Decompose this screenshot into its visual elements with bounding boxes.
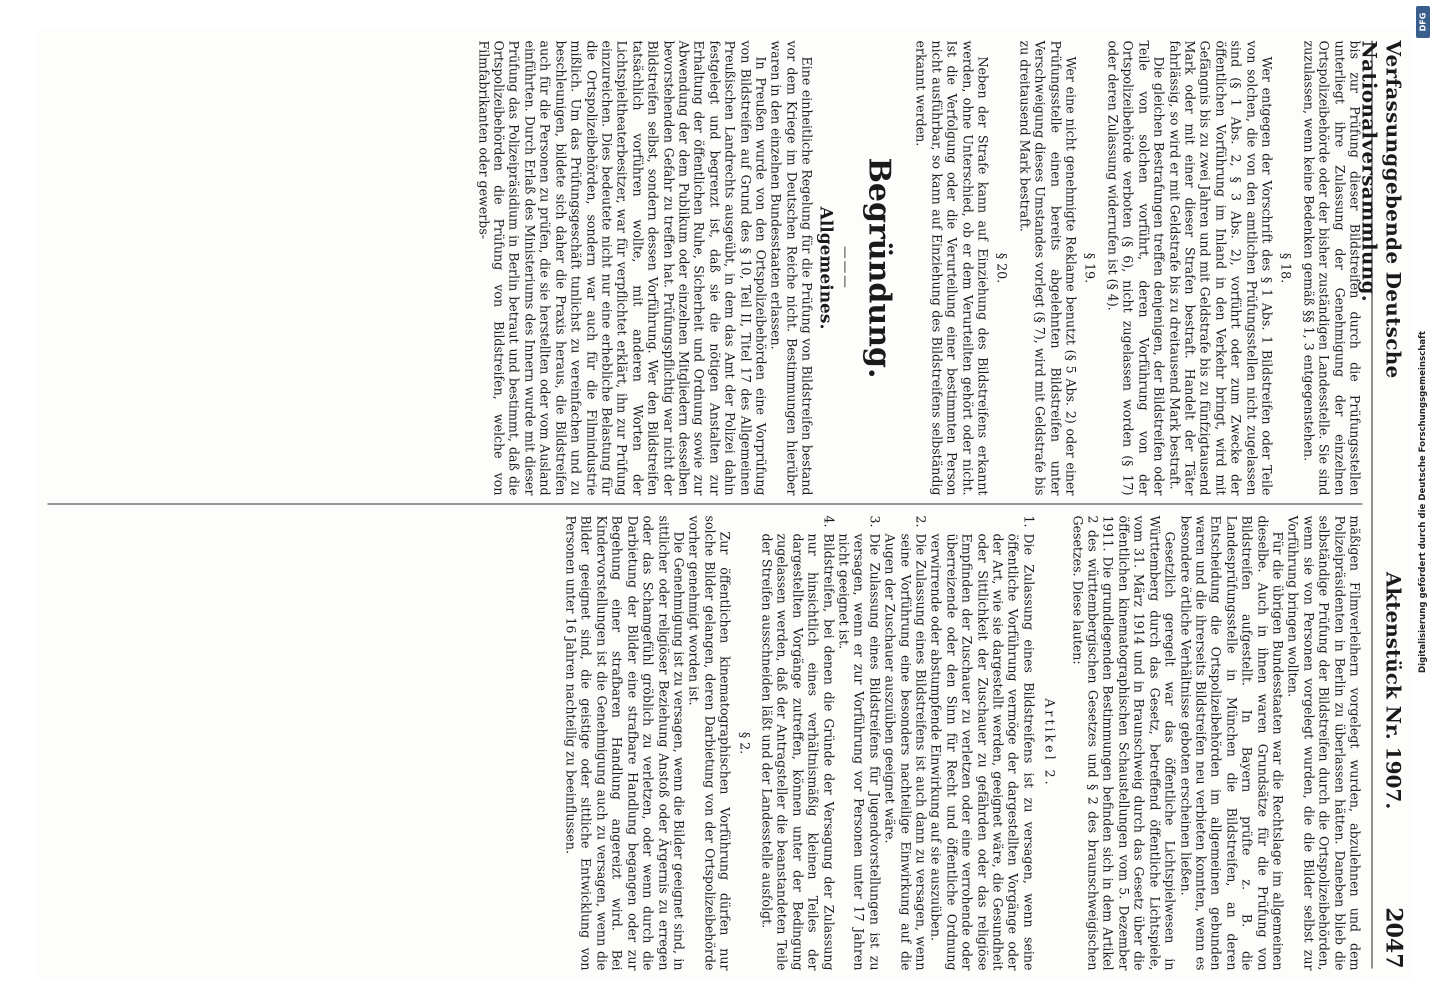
paragraph: Die Genehmigung ist zu versagen, wenn die Bilder geeignet sind, in sittlicher oder religiöser Beziehung Anstoß oder Ärgernis zu erregen oder das Schamgefühl gröblich zu verletzen, oder wenn durch die Darbietung der Bilder eine strafbare Handlung begangen oder zur Begehung einer strafbaren Handlung angereizt wird. Bei Kindervorstellungen ist die Genehmigung auch zu versagen, wenn die Bilder geeignet sind, die geistige oder sittliche Entwicklung von Personen unter 16 Jahren nachteilig zu beeinflussen.: [563, 515, 687, 971]
section-heading-20: § 20.: [994, 252, 1010, 284]
list-number: 4.: [821, 515, 837, 528]
paragraph: Wer eine nicht genehmigte Reklame benutzt (§ 5 Abs. 2) oder einer Prüfungsstelle einen bereits abgelehnten Bildstreifen unter Verschweigung dieses Umstandes vorlegt (§ 7), wird mit Geldstrafe bis zu dreitausend Mark bestraft.: [1017, 40, 1079, 496]
digitization-note-text: Digitalisierung gefördert durch die Deutsche Forschungsgemeinschaft: [1418, 331, 1428, 673]
section-heading-19: § 19.: [1083, 252, 1098, 284]
scanned-page: [38, 30, 1413, 980]
rotated-page: [38, 31, 1413, 981]
paragraph: bis zur Prüfung dieser Bildstreifen durch die Prüfungsstellen unterliegt ihre Zulassung der Genehmigung der einzelnen Ortspolizeibehörde oder der bisher zuständigen Landesstelle. Sie sind zuzulassen, wenn keine Bedenken gemäß §§ 1, 3 entgegenstehen.: [1301, 40, 1363, 496]
left-column: [48, 41, 1363, 496]
paragraph: Für die übrigen Bundesstaaten war die Rechtslage im allgemeinen dieselbe. Auch in ihnen waren Grundsätze für die Prüfung von Bildstreifen aufgestellt. In Bayern prüfte z. B. die Landesprüfungsstelle in München die Bildstreifen, an deren Entscheidung die Ortspolizeibehörden im allgemeinen gebunden waren und die ihrerseits Bildstreifen neu verbieten konnten, wenn es besondere örtliche Verhältnisse geboten erscheinen ließen.: [1178, 515, 1286, 971]
list-number: 1.: [1021, 515, 1037, 528]
subheading: Allgemeines.: [815, 206, 836, 330]
header-title: Verfassunggebende Deutsche Nationalversammlung.: [1357, 40, 1406, 379]
paragraph: Die gleichen Bestrafungen treffen denjenigen, der Bildstreifen oder Teile von solchen vorführt, deren Vorführung von der Ortspolizeibehörde verboten (§ 6), nicht zugelassen worden (§ 17) oder deren Zulassung widerrufen ist (§ 4).: [1105, 40, 1167, 496]
digitization-note: [1416, 42, 1430, 962]
paragraph: Neben der Strafe kann auf Einziehung des Bildstreifens erkannt werden, ohne Unterschied, ob er dem Verurteilten gehört oder nicht. Ist die Verfolgung oder die Verurteilung einer bestimmten Person nicht ausführbar, so kann auf Einziehung des Bildstreifens selbständig erkannt werden.: [913, 40, 991, 496]
section-heading-2: § 2.: [737, 731, 753, 755]
right-column: [48, 516, 1363, 971]
list-number: 2.: [913, 515, 929, 528]
list-item-text: Die Zulassung eines Bildstreifens ist auch dann zu versagen, wenn seine Vorführung eine besonders nachteilige Einwirkung auf die Augen der Zuschauer auszuüben geeignet wäre.: [882, 533, 929, 971]
section-heading-18: § 18.: [1278, 252, 1294, 284]
paragraph: Zur öffentlichen kinematographischen Vorführung dürfen nur solche Bilder gelangen, deren Darbietung von der Ortspolizeibehörde vorher genehmigt worden ist.: [686, 515, 733, 971]
list-number: 3.: [867, 515, 883, 528]
paragraph: Gesetzlich geregelt war das öffentliche Lichtspielwesen in Württemberg durch das Gesetz, betreffend öffentliche Lichtspiele, vom 31. März 1914 und in Braunschweig durch das Gesetz über die öffentlichen kinematographischen Schaustellungen vom 5. Dezember 1911. Die grundlegenden Bestimmungen befinden sich in dem Artikel 2 des württembergischen Gesetzes und § 2 des braunschweigischen Gesetzes. Diese lauten:: [1070, 515, 1178, 971]
list-item: [759, 516, 836, 971]
header-document-number: Aktenstück Nr. 1907.: [1381, 571, 1406, 810]
page-number: 2047: [1380, 907, 1407, 969]
paragraph: Wer entgegen der Vorschrift des § 1 Abs. 1 Bildstreifen oder Teile von solchen, die von den amtlichen Prüfungsstellen nicht zugelassen sind (§ 1 Abs. 2, § 3 Abs. 2), vorführt oder zum Zwecke der öffentlichen Vorführung im Inland in den Verkehr bringt, wird mit Gefängnis bis zu zwei Jahren und mit Geldstrafe bis zu fünfzigtausend Mark oder mit einer dieser Strafen bestraft. Handelt der Täter fahrlässig, so wird er mit Geldstrafe bis zu dreitausend Mark bestraft.: [1167, 40, 1275, 496]
heading-divider: ———: [838, 246, 854, 290]
list-item-text: Bildstreifen, bei denen die Gründe der Versagung der Zulassung nur hinsichtlich eines verhältnismäßig kleinen Teiles der dargestellten Vorgänge zutreffen, können unter der Bedingung zugelassen werden, daß der Antragsteller die beanstandeten Teile der Streifen ausschneiden läßt und der Landesstelle ausfolgt.: [759, 533, 837, 971]
list-item-text: Die Zulassung eines Bildstreifens für Jugendvorstellungen ist zu versagen, wenn er zur Vorführung vor Personen unter 17 Jahren nicht geeignet ist.: [836, 533, 883, 971]
list-item: [836, 516, 882, 971]
paragraph: In Preußen wurde von den Ortspolizeibehörden eine Vorprüfung von Bildstreifen auf Grund des § 10, Teil II, Titel 17 des Allgemeinen Preußischen Landrechts ausgeübt, in dem das Amt der Polizei dahin festgelegt und begrenzt ist, daß sie die nötigen Anstalten zur Erhaltung der öffentlichen Ruhe, Sicherheit und Ordnung sowie zur Abwendung der dem Publikum oder einzelnen Mitgliedern desselben bevorstehenden Gefahr zu treffen hat. Prüfungspflichtig war nicht der Bildstreifen selbst, sondern dessen Vorführung. Wer den Bildstreifen tatsächlich vorführen wollte, mit anderen Worten der Lichtspieltheaterbesitzer, war für verpflichtet erklärt, ihn zur Prüfung einzureichen. Dies bedeutete nicht nur eine erhebliche Belastung für die Ortspolizeibehörden, sondern war auch für die Filmindustrie mißlich. Um das Prüfungsgeschäft tunlichst zu vereinfachen und zu beschleunigen, bildete sich daher die Praxis heraus, die Bildstreifen auch für die Personen zu prüfen, die sie herstellten oder vom Ausland einführten. Durch Erlaß des Ministeriums des Innern wurde mit dieser Prüfung das Polizeipräsidium in Berlin betraut und bestimmt, daß die Ortspolizeibehörden die Prüfung von Bildstreifen, welche von Filmfabrikanten oder gewerbs-: [476, 40, 769, 496]
paragraph: mäßigen Filmverleihern vorgelegt wurden, abzulehnen und dem Polizeipräsidenten in Berlin zu überlassen hätten. Daneben blieb die selbständige Prüfung der Bildstreifen durch die Ortspolizeibehörden, wenn sie von Personen vorgelegt wurden, die die Bilder selbst zur Vorführung bringen wollten.: [1285, 515, 1363, 971]
article-heading: Artikel 2.: [1042, 698, 1058, 788]
list-item: [882, 516, 928, 971]
list-item-text: Die Zulassung eines Bildstreifens ist zu versagen, wenn seine öffentliche Vorführung vermöge der dargestellten Vorgänge oder der Art, wie sie dargestellt werden, geeignet wäre, die Gesundheit oder Sittlichkeit der Zuschauer zu gefährden oder das religiöse Empfinden der Zuschauer zu verletzen oder eine verrohende oder überreizende oder den Sinn für Recht und öffentliche Ordnung verwirrende oder abstumpfende Einwirkung auf sie auszuüben.: [928, 533, 1037, 971]
page-header: [1357, 40, 1407, 969]
column-divider: [48, 504, 1363, 505]
dfg-logo: DFG: [1416, 6, 1430, 38]
paragraph: Eine einheitliche Regelung für die Prüfung von Bildstreifen bestand vor dem Kriege im Deutschen Reiche nicht. Bestimmungen hierüber waren in den einzelnen Bundesstaaten erlassen.: [768, 40, 815, 496]
main-heading: Begründung.: [861, 157, 897, 379]
list-item: [929, 516, 1037, 971]
